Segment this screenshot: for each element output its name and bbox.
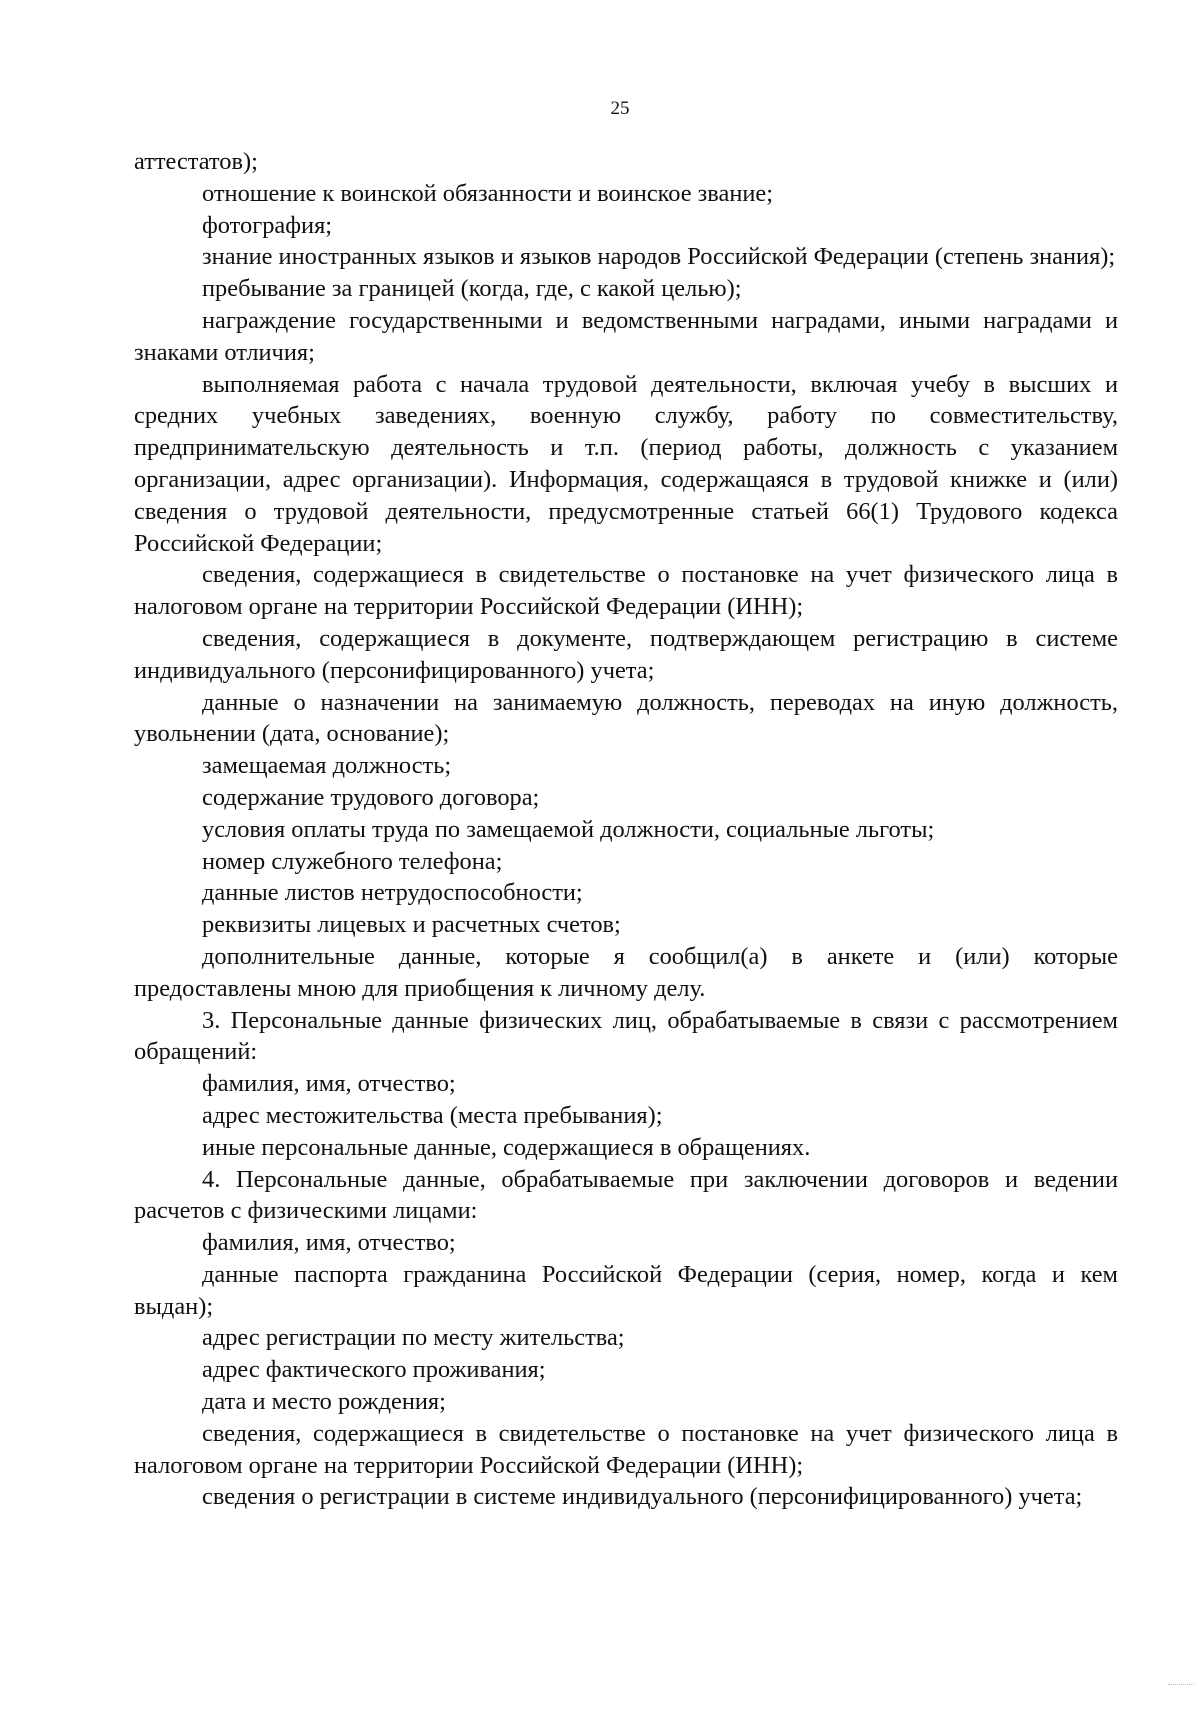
- scan-artifact: [1168, 1684, 1194, 1689]
- paragraph: адрес фактического проживания;: [202, 1356, 546, 1384]
- paragraph: сведения, содержащиеся в свидетельстве о постановке на учет физического лица в налоговом органе на территории Российской Федерации (ИНН);: [134, 1419, 1118, 1479]
- page-number: 25: [610, 98, 630, 119]
- paragraph: содержание трудового договора;: [202, 783, 540, 811]
- paragraph: номер служебного телефона;: [202, 847, 503, 875]
- paragraph: адрес регистрации по месту жительства;: [202, 1324, 625, 1352]
- paragraph: фамилия, имя, отчество;: [202, 1070, 456, 1098]
- paragraph: дополнительные данные, которые я сообщил(а) в анкете и (или) которые предоставлены мною для приобщения к личному делу.: [134, 942, 1118, 1002]
- paragraph: фотография;: [202, 211, 333, 239]
- paragraph: дата и место рождения;: [202, 1388, 446, 1416]
- paragraph: условия оплаты труда по замещаемой должности, социальные льготы;: [202, 815, 935, 843]
- paragraph: знание иностранных языков и языков народов Российской Федерации (степень знания);: [202, 243, 1116, 271]
- paragraph: фамилия, имя, отчество;: [202, 1229, 456, 1257]
- paragraph: сведения, содержащиеся в документе, подтверждающем регистрацию в системе индивидуального (персонифицированного) учета;: [134, 624, 1118, 684]
- section-paragraph-3: 3. Персональные данные физических лиц, обрабатываемые в связи с рассмотрением обращений:: [134, 1006, 1118, 1066]
- paragraph: пребывание за границей (когда, где, с какой целью);: [202, 275, 742, 303]
- paragraph: замещаемая должность;: [202, 752, 452, 780]
- paragraph: реквизиты лицевых и расчетных счетов;: [202, 911, 621, 939]
- document-body: [134, 146, 1118, 1513]
- paragraph: иные персональные данные, содержащиеся в обращениях.: [202, 1133, 811, 1161]
- paragraph: награждение государственными и ведомственными наградами, иными наградами и знаками отличия;: [134, 306, 1118, 366]
- paragraph: сведения о регистрации в системе индивидуального (персонифицированного) учета;: [202, 1483, 1083, 1511]
- paragraph: адрес местожительства (места пребывания);: [202, 1101, 663, 1129]
- paragraph: аттестатов);: [134, 148, 258, 175]
- paragraph: сведения, содержащиеся в свидетельстве о постановке на учет физического лица в налоговом органе на территории Российской Федерации (ИНН);: [134, 561, 1118, 621]
- paragraph: данные о назначении на занимаемую должность, переводах на иную должность, увольнении (дата, основание);: [134, 688, 1118, 748]
- section-paragraph-4: 4. Персональные данные, обрабатываемые при заключении договоров и ведении расчетов с физическими лицами:: [134, 1165, 1118, 1225]
- paragraph: данные паспорта гражданина Российской Федерации (серия, номер, когда и кем выдан);: [134, 1260, 1118, 1320]
- paragraph: выполняемая работа с начала трудовой деятельности, включая учебу в высших и средних учебных заведениях, военную службу, работу по совместительству, предпринимательскую деятельность и т.п. (период работы, должность с указанием организации, адрес организации). Информация, содержащаяся в трудовой книжке и (или) сведения о трудовой деятельности, предусмотренные статьей 66(1) Трудового кодекса Российской Федерации;: [134, 370, 1118, 557]
- paragraph: данные листов нетрудоспособности;: [202, 879, 583, 907]
- paragraph: отношение к воинской обязанности и воинское звание;: [202, 179, 774, 207]
